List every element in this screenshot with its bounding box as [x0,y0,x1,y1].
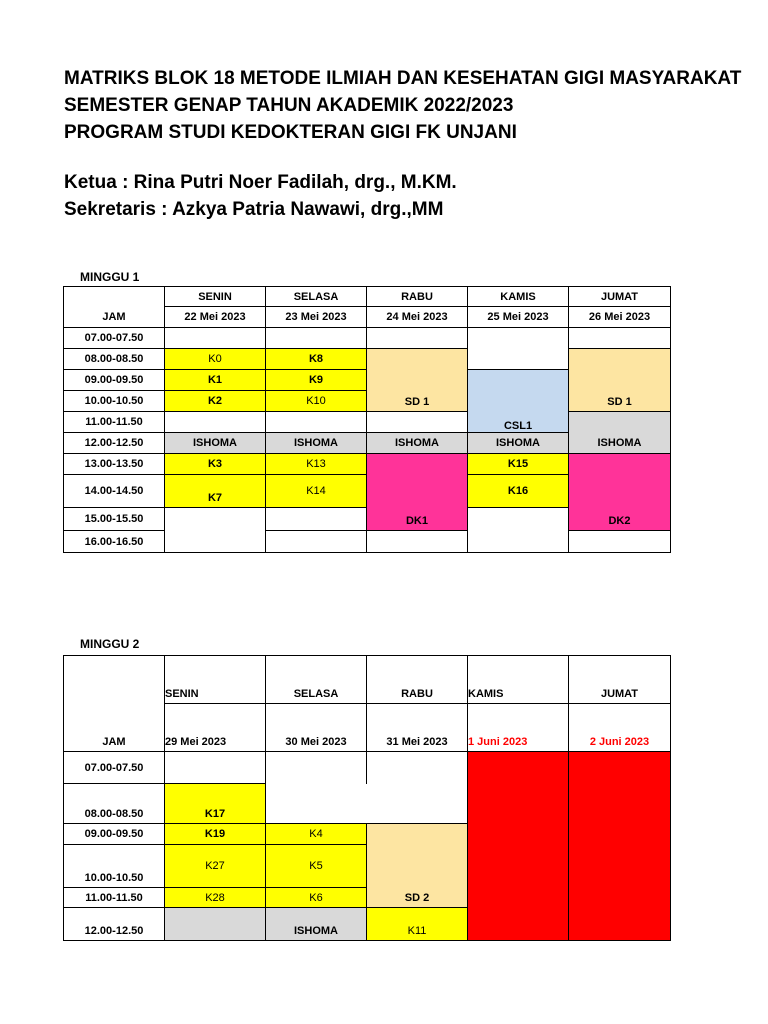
time-slot: 12.00-12.50 [64,908,165,941]
session-cell: K13 [266,454,367,475]
date-header: 30 Mei 2023 [266,704,367,752]
corner-cell [64,287,165,307]
empty-cell [165,908,266,941]
time-slot: 08.00-08.50 [64,784,165,824]
empty-cell [266,752,367,784]
week2-label: MINGGU 2 [80,637,140,651]
empty-cell [367,412,468,433]
date-header: 24 Mei 2023 [367,307,468,328]
date-header: 23 Mei 2023 [266,307,367,328]
date-header: 1 Juni 2023 [468,704,569,752]
session-cell: K0 [165,349,266,370]
empty-cell [266,531,367,553]
empty-cell [367,784,468,824]
session-cell: K14 [266,475,367,508]
day-header: JUMAT [569,287,671,307]
program-line: PROGRAM STUDI KEDOKTERAN GIGI FK UNJANI [64,122,517,143]
empty-cell [367,531,468,553]
time-slot: 11.00-11.50 [64,888,165,908]
date-header: 2 Juni 2023 [569,704,671,752]
time-slot: 15.00-15.50 [64,508,165,531]
session-cell: K11 [367,908,468,941]
empty-cell [468,349,569,370]
time-slot: 07.00-07.50 [64,328,165,349]
session-cell: K5 [266,845,367,888]
date-header: 22 Mei 2023 [165,307,266,328]
ishoma-cell: ISHOMA [266,433,367,454]
empty-cell [468,328,569,349]
day-header: KAMIS [468,656,569,704]
empty-cell [367,752,468,784]
semester-line: SEMESTER GENAP TAHUN AKADEMIK 2022/2023 [64,95,514,116]
date-header: 31 Mei 2023 [367,704,468,752]
time-slot: 07.00-07.50 [64,752,165,784]
date-header: 26 Mei 2023 [569,307,671,328]
date-header: 25 Mei 2023 [468,307,569,328]
ishoma-cell: ISHOMA [266,908,367,941]
session-cell: SD 1 [367,349,468,412]
day-header: JUMAT [569,656,671,704]
time-slot: 16.00-16.50 [64,531,165,553]
session-cell: SD 1 [569,349,671,412]
empty-cell [165,752,266,784]
session-cell: K10 [266,391,367,412]
empty-cell [165,531,266,553]
holiday-cell [468,752,569,941]
empty-cell [266,784,367,824]
day-header: SENIN [165,656,266,704]
empty-cell [266,328,367,349]
empty-cell [468,531,569,553]
document-title: MATRIKS BLOK 18 METODE ILMIAH DAN KESEHATAN GIGI MASYARAKAT [64,68,742,89]
empty-cell [165,328,266,349]
session-cell: K9 [266,370,367,391]
session-cell: K2 [165,391,266,412]
day-header: SELASA [266,287,367,307]
ishoma-cell: ISHOMA [569,433,671,454]
time-slot: 08.00-08.50 [64,349,165,370]
empty-cell [165,508,266,531]
session-cell: K27 [165,845,266,888]
session-cell: K3 [165,454,266,475]
ishoma-cell: ISHOMA [367,433,468,454]
session-cell: K16 [468,475,569,508]
session-cell: K4 [266,824,367,845]
jam-header: JAM [64,307,165,328]
week2-schedule-table [63,655,671,941]
sekretaris-line: Sekretaris : Azkya Patria Nawawi, drg.,MM [64,199,444,220]
day-header: RABU [367,656,468,704]
ishoma-cell: ISHOMA [165,433,266,454]
session-cell: DK2 [569,454,671,531]
session-cell: K7 [165,475,266,508]
session-cell: CSL1 [468,370,569,433]
week1-label: MINGGU 1 [80,270,140,284]
ketua-line: Ketua : Rina Putri Noer Fadilah, drg., M.KM. [64,172,457,193]
empty-cell [569,328,671,349]
corner-cell [64,656,165,704]
session-cell: K19 [165,824,266,845]
date-header: 29 Mei 2023 [165,704,266,752]
jam-header: JAM [64,704,165,752]
session-cell: K15 [468,454,569,475]
session-cell: K6 [266,888,367,908]
session-cell: K17 [165,784,266,824]
day-header: RABU [367,287,468,307]
day-header: KAMIS [468,287,569,307]
session-cell: K8 [266,349,367,370]
time-slot: 14.00-14.50 [64,475,165,508]
empty-cell [266,508,367,531]
empty-cell [569,412,671,433]
week1-schedule-table [63,286,671,553]
day-header: SENIN [165,287,266,307]
session-cell: SD 2 [367,824,468,908]
session-cell: K28 [165,888,266,908]
empty-cell [367,328,468,349]
time-slot: 11.00-11.50 [64,412,165,433]
session-cell: K1 [165,370,266,391]
time-slot: 13.00-13.50 [64,454,165,475]
empty-cell [569,531,671,553]
empty-cell [266,412,367,433]
time-slot: 10.00-10.50 [64,845,165,888]
session-cell: DK1 [367,454,468,531]
time-slot: 10.00-10.50 [64,391,165,412]
day-header: SELASA [266,656,367,704]
time-slot: 09.00-09.50 [64,370,165,391]
empty-cell [468,508,569,531]
ishoma-cell: ISHOMA [468,433,569,454]
time-slot: 12.00-12.50 [64,433,165,454]
holiday-cell [569,752,671,941]
empty-cell [165,412,266,433]
time-slot: 09.00-09.50 [64,824,165,845]
